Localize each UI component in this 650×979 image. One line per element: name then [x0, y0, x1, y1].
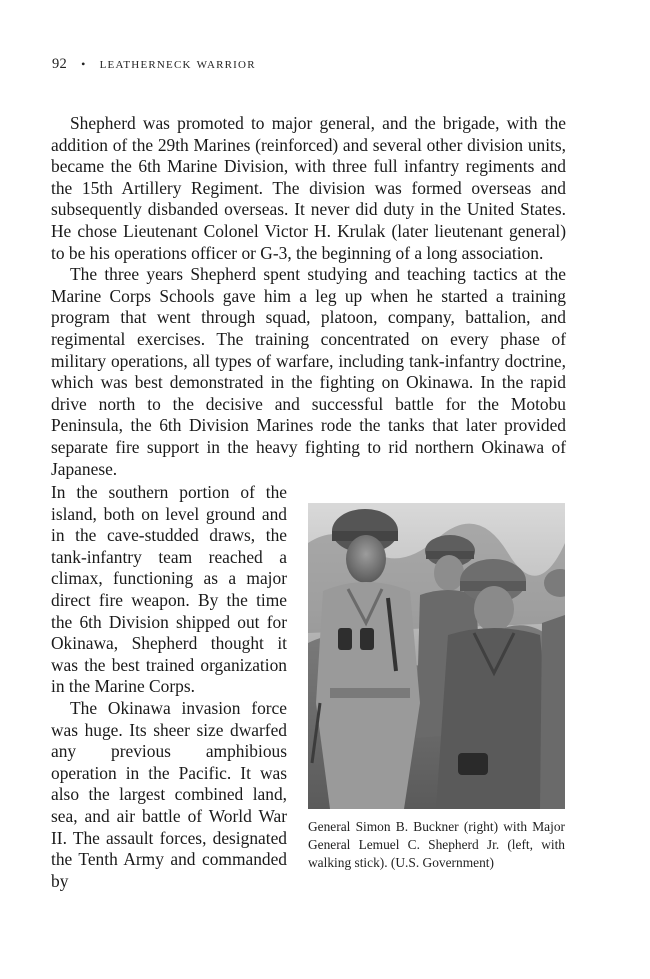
paragraph-2-continued: In the southern portion of the island, both on level ground and in the cave-studded draws, the tank-infantry team reached a climax, functioning as a major direct fire weapon. By the time the 6th Division shipped out for Okinawa, Shepherd thought it was the best trained organization in the Marine Corps.: [51, 482, 287, 697]
paragraph-3: The Okinawa invasion force was huge. Its sheer size dwarfed any previous amphibious operation in the Pacific. It was also the largest combined land, sea, and air battle of World War II. The assault forces, designated the Tenth Army and commanded by: [51, 697, 287, 891]
body-text-full-width: [51, 113, 566, 480]
figure-caption: General Simon B. Buckner (right) with Major General Lemuel C. Shepherd Jr. (left, with walking stick). (U.S. Government): [308, 819, 565, 870]
body-text-beside-figure: [51, 482, 287, 892]
photograph: [308, 503, 565, 809]
figure: [308, 503, 565, 872]
paragraph-1: Shepherd was promoted to major general, and the brigade, with the addition of the 29th Marines (reinforced) and several other division units, became the 6th Marine Division, with three full infantry regiments and the 15th Artillery Regiment. The division was formed overseas and subsequently disbanded overseas. It never did duty in the United States. He chose Lieutenant Colonel Victor H. Krulak (later lieutenant general) to be his operations officer or G-3, the beginning of a long association.: [51, 113, 566, 263]
paragraph-2: The three years Shepherd spent studying and teaching tactics at the Marine Corps Schools gave him a leg up when he started a training program that went through squad, platoon, company, battalion, and regimental exercises. The training concentrated on every phase of military operations, all types of warfare, including tank-infantry doctrine, which was best demonstrated in the fighting on Okinawa. In the rapid drive north to the decisive and successful battle for the Motobu Peninsula, the 6th Division Marines rode the tanks that later provided separate fire support in the heavy fighting to rid northern Okinawa of Japanese.: [51, 264, 566, 479]
book-title: leatherneck warrior: [99, 56, 256, 72]
page-number: 92: [52, 56, 68, 72]
running-head: [52, 56, 256, 73]
header-separator: •: [81, 57, 86, 71]
